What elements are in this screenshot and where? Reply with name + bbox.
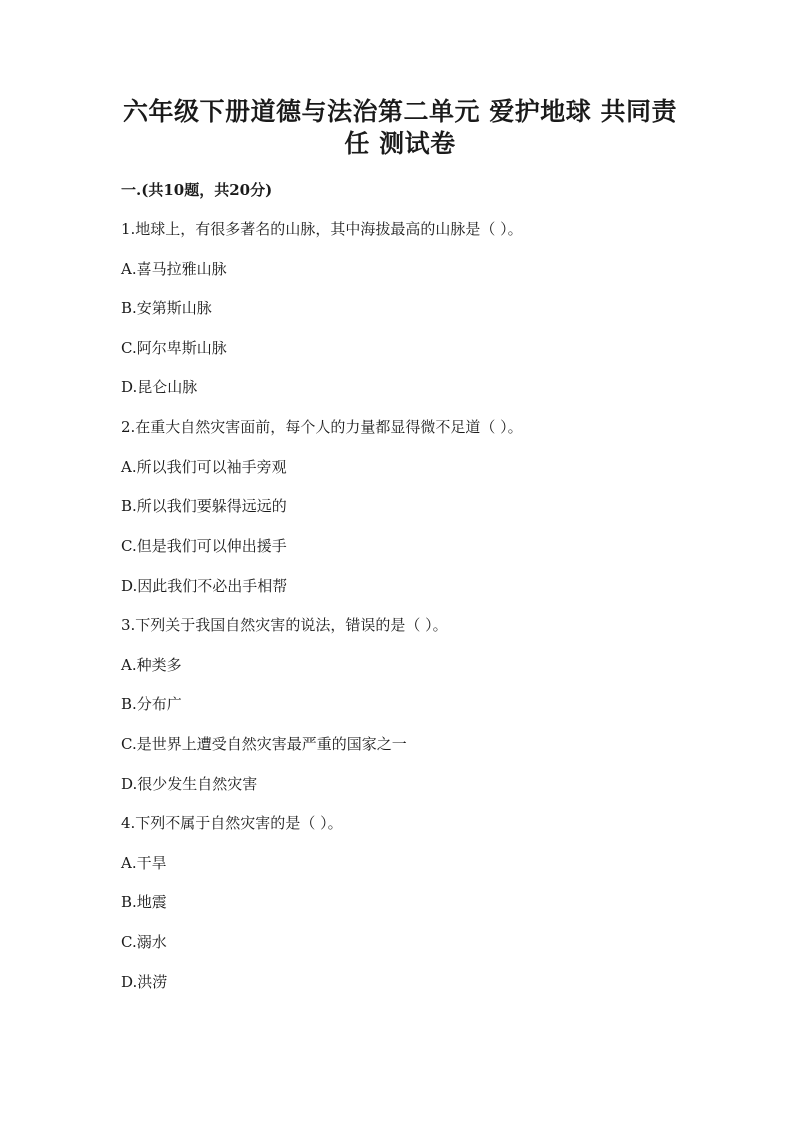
question-1-option-b: B.安第斯山脉 — [121, 299, 212, 317]
page-title-line-1: 六年级下册道德与法治第二单元 爱护地球 共同责 — [123, 97, 677, 126]
page-title-line-2: 任 测试卷 — [344, 129, 456, 158]
question-2-option-a: A.所以我们可以袖手旁观 — [121, 458, 287, 476]
question-4-option-b: B.地震 — [121, 893, 167, 911]
question-2-stem: 2.在重大自然灾害面前，每个人的力量都显得微不足道（ ）。 — [121, 418, 523, 436]
question-2-option-d: D.因此我们不必出手相帮 — [121, 577, 288, 595]
question-2-option-b: B.所以我们要躲得远远的 — [121, 497, 287, 515]
question-4-stem: 4.下列不属于自然灾害的是（ ）。 — [121, 814, 343, 832]
section-header: 一.(共10题，共20分) — [121, 181, 273, 199]
question-3-option-a: A.种类多 — [121, 656, 182, 674]
question-1-option-d: D.昆仑山脉 — [121, 378, 198, 396]
question-4-option-d: D.洪涝 — [121, 973, 168, 991]
question-4-option-a: A.干旱 — [121, 854, 167, 872]
question-3-stem: 3.下列关于我国自然灾害的说法，错误的是（ ）。 — [121, 616, 448, 634]
question-1-option-a: A.喜马拉雅山脉 — [121, 260, 227, 278]
question-4-option-c: C.溺水 — [121, 933, 167, 951]
question-3-option-c: C.是世界上遭受自然灾害最严重的国家之一 — [121, 735, 407, 753]
question-1-option-c: C.阿尔卑斯山脉 — [121, 339, 227, 357]
question-2-option-c: C.但是我们可以伸出援手 — [121, 537, 287, 555]
question-1-stem: 1.地球上，有很多著名的山脉，其中海拔最高的山脉是（ ）。 — [121, 220, 523, 238]
page-title — [100, 96, 700, 160]
question-3-option-d: D.很少发生自然灾害 — [121, 775, 258, 793]
question-3-option-b: B.分布广 — [121, 695, 182, 713]
